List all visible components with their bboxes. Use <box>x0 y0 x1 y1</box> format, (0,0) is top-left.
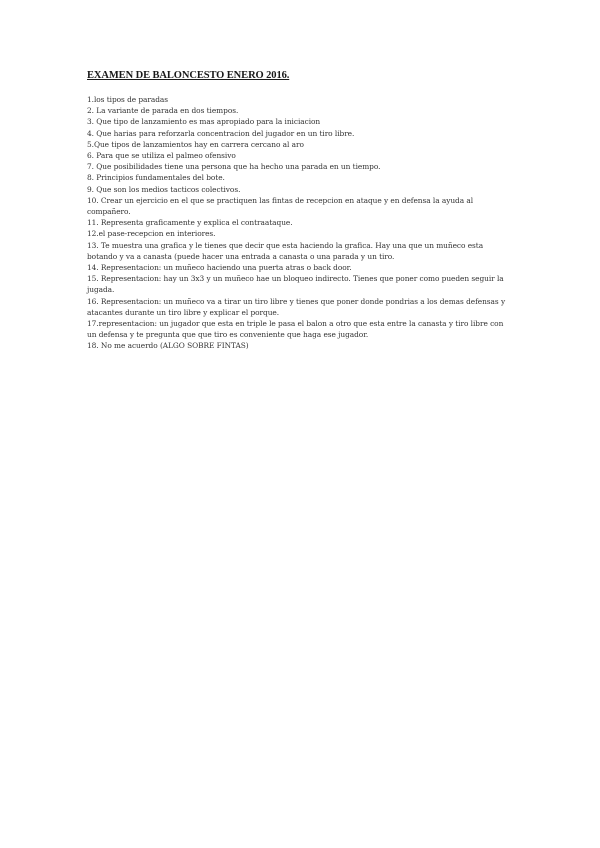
question-item: 1.los tipos de paradas <box>87 95 169 104</box>
question-item: 9. Que son los medios tacticos colectivos. <box>87 184 241 194</box>
question-item: 2. La variante de parada en dos tiempos. <box>87 106 239 116</box>
document-title: EXAMEN DE BALONCESTO ENERO 2016. <box>87 70 290 81</box>
question-item: 5.Que tipos de lanzamientos hay en carrera cercano al aro <box>87 139 304 149</box>
question-item: 11. Representa graficamente y explica el contraataque. <box>87 218 293 228</box>
question-item: 12.el pase-recepcion en interiores. <box>87 229 216 239</box>
question-item: 17.representacion: un jugador que esta en triple le pasa el balon a otro que esta entre la canasta y tiro libre con un defensa y te pregunta que que tiro es conveniente que haga ese jugador. <box>87 319 504 340</box>
question-item: 16. Representacion: un muñeco va a tirar un tiro libre y tienes que poner donde pondrias a los demas defensas y atacantes durante un tiro libre y explicar el porque. <box>87 296 506 317</box>
question-item: 8. Principios fundamentales del bote. <box>87 173 225 183</box>
question-item: 15. Representacion: hay un 3x3 y un muñeco hae un bloqueo indirecto. Tienes que poner como pueden seguir la jugada. <box>87 274 504 295</box>
question-item: 6. Para que se utiliza el palmeo ofensivo <box>87 151 236 161</box>
question-list <box>87 94 509 352</box>
question-item: 7. Que posibilidades tiene una persona que ha hecho una parada en un tiempo. <box>87 162 381 172</box>
question-item: 4. Que harias para reforzarla concentracion del jugador en un tiro libre. <box>87 128 355 138</box>
question-item: 14. Representacion: un muñeco haciendo una puerta atras o back door. <box>87 263 352 273</box>
question-item: 3. Que tipo de lanzamiento es mas apropiado para la iniciacion <box>87 117 321 127</box>
question-item: 10. Crear un ejercicio en el que se practiquen las fintas de recepcion en ataque y en defensa la ayuda al compañero. <box>87 195 474 217</box>
question-item: 18. No me acuerdo (ALGO SOBRE FINTAS) <box>87 341 249 351</box>
question-item: 13. Te muestra una grafica y le tienes que decir que esta haciendo la grafica. Hay una que un muñeco esta botando y va a canasta (puede hacer una entrada a canasta o una parada y un tiro. <box>87 240 484 261</box>
